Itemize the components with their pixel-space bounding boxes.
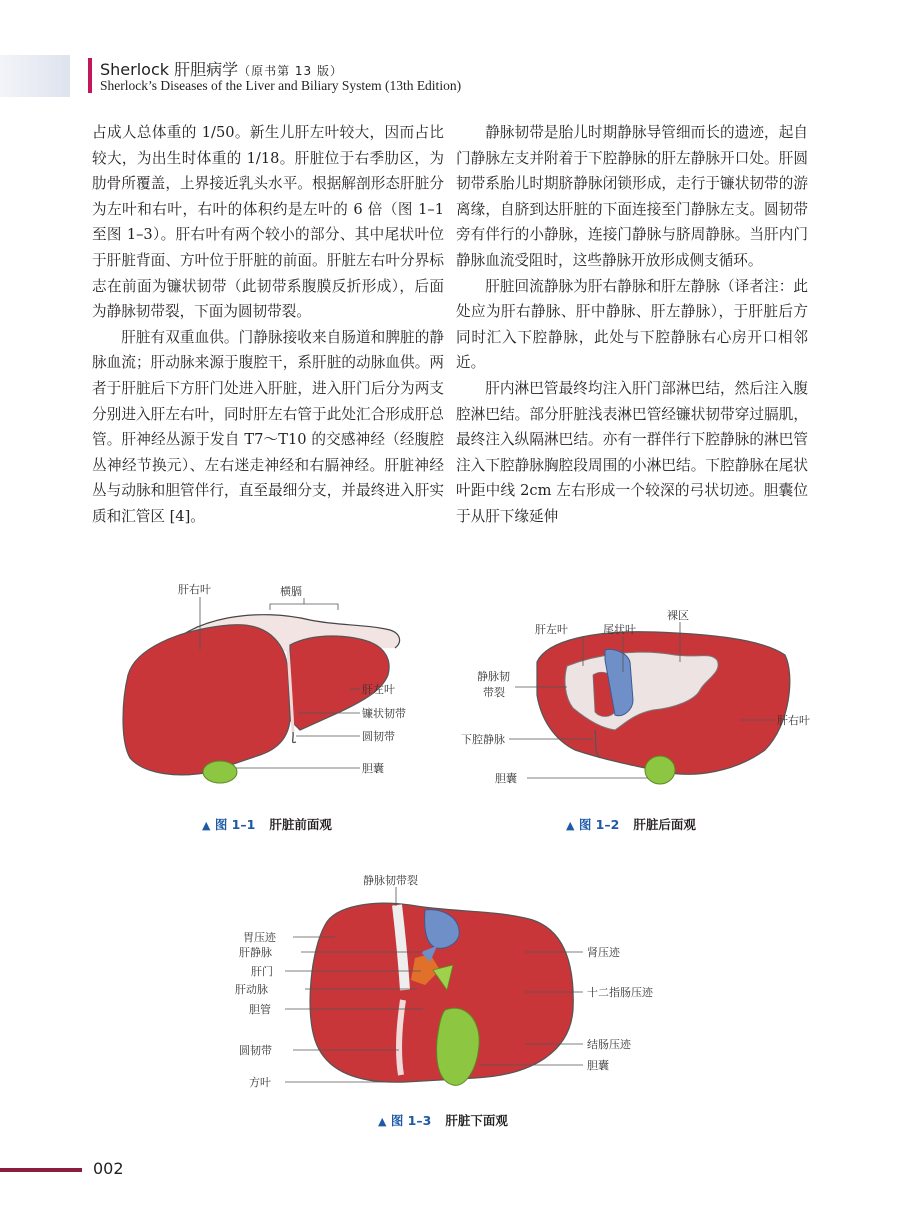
paragraph: 占成人总体重的 1/50。新生儿肝左叶较大，因而占比较大，为出生时体重的 1/18。肝脏位于右季肋区，为肋骨所覆盖，上界接近乳头水平。根据解剖形态肝脏分为左叶和右叶，右叶的体积约是左叶的 6 倍（图 1–1 至图 1–3）。肝右叶有两个较小的部分、其中尾状叶位于肝脏背面、方叶位于肝脏的前面。肝脏左右叶分界标志在前面为镰状韧带（此韧带系腹膜反折形成），后面为静脉韧带裂，下面为圆韧带裂。 [92, 124, 444, 321]
header-band [0, 55, 70, 97]
liver-right-lobe-shape [123, 625, 290, 775]
figure-caption [202, 815, 332, 833]
running-title [100, 57, 343, 80]
figure-liver-posterior [455, 600, 815, 800]
title-main: Sherlock 肝胆病学 [100, 60, 239, 79]
label-gallbladder: 胆囊 [495, 772, 517, 785]
paragraph: 静脉韧带是胎儿时期静脉导管细而长的遗迹，起自门静脉左支并附着于下腔静脉的肝左静脉开口处。肝圆韧带系胎儿时期脐静脉闭锁形成，走行于镰状韧带的游离缘，自脐到达肝脏的下面连接至门静脉左支。圆韧带旁有伴行的小静脉，连接门静脉与脐周静脉。当肝内门静脉血流受阻时，这些静脉开放形成侧支循环。 [456, 124, 808, 269]
footer-accent-bar [0, 1168, 82, 1172]
label-diaphragm: 横膈 [280, 585, 302, 598]
gallbladder-shape [203, 761, 237, 783]
label-fissure-a: 静脉韧 [477, 670, 510, 683]
label-round: 圆韧带 [362, 730, 395, 743]
label-right-lobe: 肝右叶 [777, 714, 810, 727]
label-colic: 结肠压迹 [587, 1038, 631, 1051]
label-round: 圆韧带 [239, 1044, 272, 1057]
figure-liver-inferior [225, 870, 685, 1100]
caption-number: 图 1–1 [214, 817, 256, 832]
caption-title: 肝脏前面观 [269, 817, 332, 832]
label-ivc: 下腔静脉 [461, 733, 505, 746]
paragraph: 肝内淋巴管最终均注入肝门部淋巴结，然后注入腹腔淋巴结。部分肝脏浅表淋巴管经镰状韧带穿过膈肌，最终注入纵隔淋巴结。亦有一群伴行下腔静脉的淋巴管注入下腔静脉胸腔段周围的小淋巴结。下腔静脉在尾状叶距中线 2cm 左右形成一个较深的弓状切迹。胆囊位于从肝下缘延伸 [456, 379, 808, 525]
title-edition: （原书第 13 版） [238, 64, 344, 78]
label-gallbladder: 胆囊 [587, 1059, 609, 1072]
header-accent-bar [88, 58, 92, 93]
right-column [456, 120, 808, 530]
figure-liver-anterior [100, 580, 440, 800]
figure-caption [566, 815, 696, 833]
paragraph: 肝脏回流静脉为肝右静脉和肝左静脉（译者注：此处应为肝右静脉、肝中静脉、肝左静脉），于肝脏后方同时汇入下腔静脉，此处与下腔静脉右心房开口相邻近。 [456, 277, 808, 372]
label-fissure: 静脉韧带裂 [363, 874, 418, 887]
label-hilum: 肝门 [251, 965, 273, 978]
label-left-lobe: 肝左叶 [535, 623, 568, 636]
label-left-lobe: 肝左叶 [362, 683, 395, 696]
label-quadrate: 方叶 [249, 1076, 271, 1089]
label-gallbladder: 胆囊 [362, 762, 384, 775]
caption-number: 图 1–3 [390, 1113, 432, 1128]
round-ligament [293, 732, 296, 743]
caption-title: 肝脏下面观 [445, 1113, 508, 1128]
triangle-icon: ▲ [202, 819, 211, 832]
figure-caption [378, 1111, 508, 1129]
label-gastric: 胃压迹 [243, 931, 276, 944]
gallbladder-shape [645, 756, 675, 784]
triangle-icon: ▲ [566, 819, 575, 832]
page-number: 002 [93, 1159, 124, 1178]
label-hepatic-vein: 肝静脉 [239, 946, 272, 959]
caption-title: 肝脏后面观 [633, 817, 696, 832]
triangle-icon: ▲ [378, 1115, 387, 1128]
label-renal: 肾压迹 [587, 946, 620, 959]
label-duodenal: 十二指肠压迹 [587, 986, 653, 999]
paragraph: 肝脏有双重血供。门静脉接收来自肠道和脾脏的静脉血流；肝动脉来源于腹腔干，系肝脏的动脉血供。两者于肝脏后下方肝门处进入肝脏，进入肝门后分为两支分别进入肝左右叶，同时肝左右管于此处汇合形成肝总管。肝神经丛源于发自 T7～T10 的交感神经（经腹腔丛神经节换元）、左右迷走神经和右膈神经。肝脏神经丛与动脉和胆管伴行，直至最细分支，并最终进入肝实质和汇管区 [4]。 [92, 328, 444, 525]
label-hepatic-artery: 肝动脉 [235, 983, 268, 996]
label-bare-area: 裸区 [667, 609, 689, 622]
running-title-en: Sherlock’s Diseases of the Liver and Biliary System (13th Edition) [100, 78, 462, 93]
left-column [92, 120, 444, 530]
label-fissure-b: 带裂 [483, 686, 505, 699]
caption-number: 图 1–2 [578, 817, 620, 832]
label-right-lobe: 肝右叶 [178, 583, 211, 596]
label-falciform: 镰状韧带 [362, 707, 406, 720]
label-bile-duct: 胆管 [249, 1003, 271, 1016]
label-caudate: 尾状叶 [603, 623, 636, 636]
